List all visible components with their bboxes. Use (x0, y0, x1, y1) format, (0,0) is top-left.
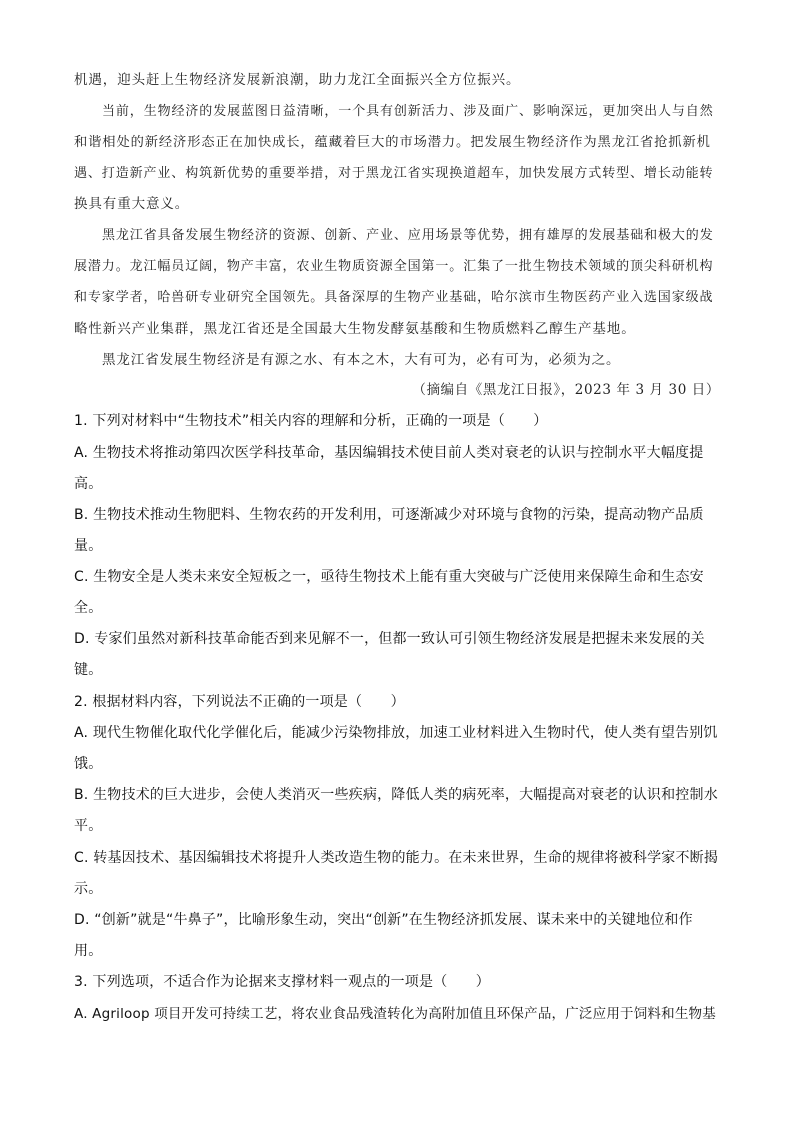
option-d-continued: 键。 (74, 662, 103, 678)
article-line: 遇、打造新产业、构筑新优势的重要举措，对于黑龙江省实现换道超车，加快发展方式转型、增长动能转 (74, 166, 714, 181)
option-c-continued: 全。 (74, 600, 103, 616)
option-a: A. Agriloop 项目开发可持续工艺，将农业食品残渣转化为高附加值且环保产品，广泛应用于饲料和生物基 (74, 1006, 716, 1022)
article-line: 换具有重大意义。 (74, 196, 190, 212)
article-source: （摘编自《黑龙江日报》，2023 年 3 月 30 日） (412, 382, 720, 398)
question-stem: 3. 下列选项，不适合作为论据来支撑材料一观点的一项是（ ） (74, 974, 491, 990)
option-b-continued: 平。 (74, 818, 103, 834)
option-c: C. 生物安全是人类未来安全短板之一，亟待生物技术上能有重大突破与广泛使用来保障生命和生态安 (74, 569, 704, 585)
option-a: A. 现代生物催化取代化学催化后，能减少污染物排放，加速工业材料进入生物时代，使人类有望告别饥 (74, 725, 718, 741)
article-line: 机遇，迎头赶上生物经济发展新浪潮，助力龙江全面振兴全方位振兴。 (74, 72, 521, 88)
article-line: 和谐相处的新经济形态正在加快成长，蕴藏着巨大的市场潜力。把发展生物经济作为黑龙江省抢抓新机 (74, 135, 711, 150)
question-stem: 2. 根据材料内容，下列说法不正确的一项是（ ） (74, 694, 405, 710)
option-c: C. 转基因技术、基因编辑技术将提升人类改造生物的能力。在未来世界，生命的规律将被科学家不断揭 (74, 850, 719, 866)
option-c-continued: 示。 (74, 881, 103, 897)
article-paragraph-start: 当前，生物经济的发展蓝图日益清晰，一个具有创新活力、涉及面广、影响深远，更加突出人与自然 (102, 104, 714, 119)
option-b-continued: 量。 (74, 538, 103, 554)
option-a: A. 生物技术将推动第四次医学科技革命，基因编辑技术使目前人类对衰老的认识与控制水平大幅度提 (74, 445, 704, 461)
article-paragraph-start: 黑龙江省具备发展生物经济的资源、创新、产业、应用场景等优势，拥有雄厚的发展基础和极大的发 (102, 228, 714, 243)
option-a-continued: 高。 (74, 476, 103, 492)
option-d: D. 专家们虽然对新科技革命能否到来见解不一，但都一致认可引领生物经济发展是把握未来发展的关 (74, 631, 705, 647)
option-a-continued: 饿。 (74, 756, 103, 772)
option-d: D. “创新”就是“牛鼻子”，比喻形象生动，突出“创新”在生物经济抓发展、谋未来中的关键地位和作 (74, 912, 693, 928)
article-paragraph-start: 黑龙江省发展生物经济是有源之水、有本之木，大有可为，必有可为，必须为之。 (102, 352, 621, 368)
option-b: B. 生物技术的巨大进步，会使人类消灭一些疾病，降低人类的病死率，大幅提高对衰老的认识和控制水 (74, 787, 718, 803)
question-stem: 1. 下列对材料中“生物技术”相关内容的理解和分析，正确的一项是（ ） (74, 413, 548, 429)
article-line: 展潜力。龙江幅员辽阔，物产丰富，农业生物质资源全国第一。汇集了一批生物技术领域的顶尖科研机构 (74, 259, 714, 274)
article-line: 略性新兴产业集群，黑龙江省还是全国最大生物发酵氨基酸和生物质燃料乙醇生产基地。 (74, 321, 636, 337)
option-d-continued: 用。 (74, 943, 103, 959)
option-b: B. 生物技术推动生物肥料、生物农药的开发利用，可逐渐减少对环境与食物的污染，提高动物产品质 (74, 507, 704, 523)
article-line: 和专家学者，哈兽研专业研究全国领先。具备深厚的生物产业基础，哈尔滨市生物医药产业入选国家级战 (74, 290, 714, 305)
